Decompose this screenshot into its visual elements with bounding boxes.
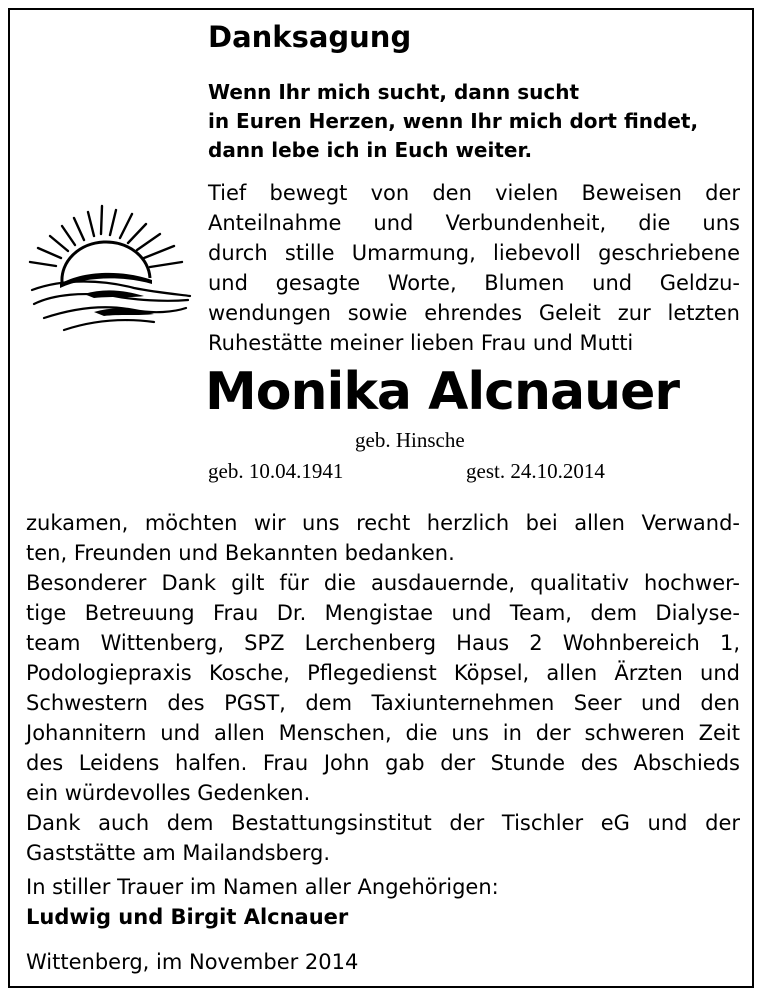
- mourning-block: [26, 872, 499, 932]
- verse-line: dann lebe ich in Euch weiter.: [208, 138, 533, 162]
- thanks-line: Johannitern und allen Menschen, die uns in der schweren Zeit: [26, 721, 740, 745]
- thanks-line: ein würdevolles Gedenken.: [26, 781, 311, 805]
- death-date: gest. 24.10.2014: [466, 459, 605, 483]
- birth-name: geb. Hinsche: [355, 428, 465, 452]
- intro-line: wendungen sowie ehrendes Geleit zur letzten: [208, 301, 740, 325]
- verse: [208, 78, 698, 165]
- intro-line: durch stille Umarmung, liebevoll geschriebene: [208, 241, 740, 265]
- thanks-line: Schwestern des PGST, dem Taxiunternehmen Seer und den: [26, 691, 740, 715]
- intro-line: und gesagte Worte, Blumen und Geldzu-: [208, 271, 740, 295]
- thanks-line: zukamen, möchten wir uns recht herzlich bei allen Verwand-: [26, 511, 740, 535]
- intro-line: Ruhestätte meiner lieben Frau und Mutti: [208, 331, 634, 355]
- place-date: Wittenberg, im November 2014: [26, 950, 359, 974]
- intro-line: Tief bewegt von den vielen Beweisen der: [208, 181, 740, 205]
- birth-date: geb. 10.04.1941: [208, 459, 344, 483]
- intro-paragraph: [208, 178, 740, 358]
- thanks-line: ten, Freunden und Bekannten bedanken.: [26, 541, 455, 565]
- intro-line: Anteilnahme und Verbundenheit, die uns: [208, 211, 740, 235]
- thanks-line: team Wittenberg, SPZ Lerchenberg Haus 2 Wohnbereich 1,: [26, 631, 740, 655]
- deceased-name: Monika Alcnauer: [205, 362, 680, 422]
- mourner-names: Ludwig und Birgit Alcnauer: [26, 905, 349, 929]
- thanks-paragraph: [26, 508, 740, 868]
- thanks-line: des Leidens halfen. Frau John gab der Stunde des Abschieds: [26, 751, 740, 775]
- thanks-line: Besonderer Dank gilt für die ausdauernde, qualitativ hochwer-: [26, 571, 740, 595]
- verse-line: in Euren Herzen, wenn Ihr mich dort findet,: [208, 109, 699, 133]
- thanks-line: Podologiepraxis Kosche, Pflegedienst Köpsel, allen Ärzten und: [26, 661, 740, 685]
- sunset-over-hills-icon: [24, 204, 194, 344]
- thanks-line: Gaststätte am Mailandsberg.: [26, 841, 331, 865]
- mourning-line: In stiller Trauer im Namen aller Angehörigen:: [26, 875, 499, 899]
- thanks-line: tige Betreuung Frau Dr. Mengistae und Team, dem Dialyse-: [26, 601, 740, 625]
- verse-line: Wenn Ihr mich sucht, dann sucht: [208, 80, 580, 104]
- notice-title: Danksagung: [208, 20, 412, 54]
- thanks-line: Dank auch dem Bestattungsinstitut der Tischler eG und der: [26, 811, 740, 835]
